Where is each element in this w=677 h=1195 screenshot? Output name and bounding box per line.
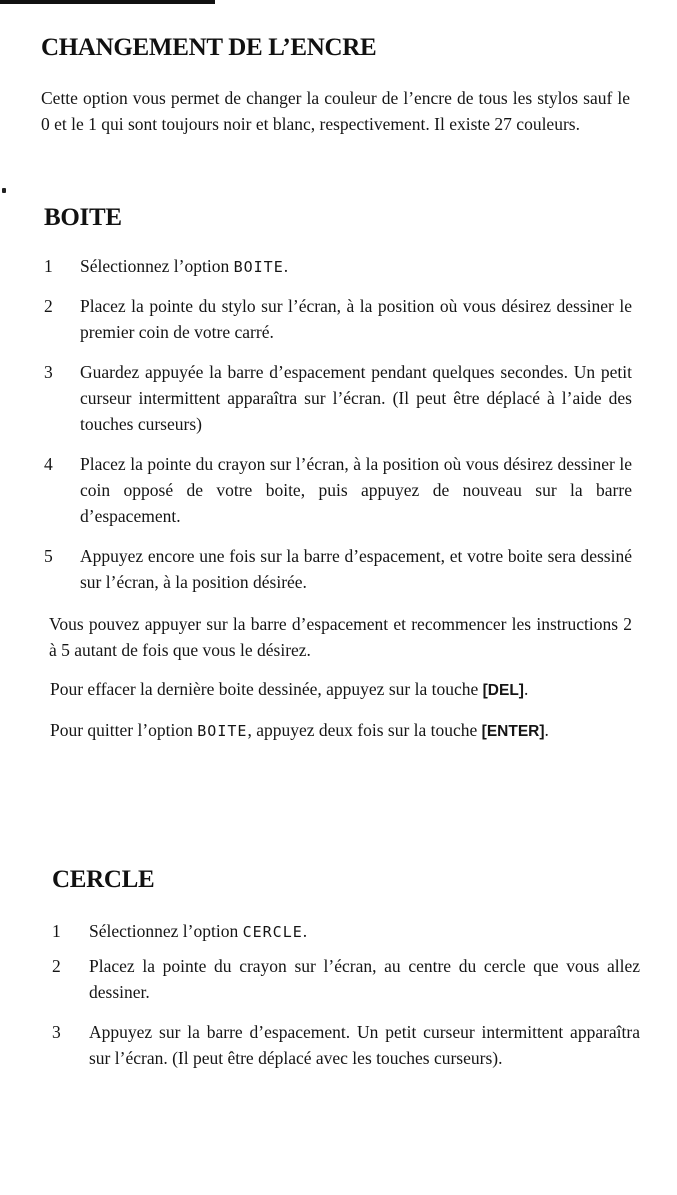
delete-text: Pour effacer la dernière boite dessinée, appuyez sur la touche xyxy=(50,679,483,699)
step-number: 3 xyxy=(52,1022,61,1042)
cercle-steps xyxy=(52,918,640,1071)
section-cercle xyxy=(0,866,677,1071)
step-text-end: . xyxy=(283,256,289,276)
encre-paragraph: Cette option vous permet de changer la couleur de l’encre de tous les stylos sauf le 0 et le 1 qui sont toujours noir et blanc, respectivement. Il existe 27 couleurs. xyxy=(41,88,630,134)
step-number: 2 xyxy=(52,956,61,976)
step-text: Appuyez encore une fois sur la barre d’espacement, et votre boite sera dessiné sur l’écran, à la position désirée. xyxy=(80,546,632,592)
step-number: 3 xyxy=(44,362,53,382)
step-text: Placez la pointe du crayon sur l’écran, à la position où vous désirez dessiner le coin opposé de votre boite, puis appuyez de nouveau sur la barre d’espacement. xyxy=(80,454,632,526)
boite-step-3 xyxy=(44,359,632,437)
heading-cercle: CERCLE xyxy=(52,866,155,893)
quit-paragraph xyxy=(50,717,632,745)
step-number: 1 xyxy=(44,256,53,276)
key-enter: [ENTER] xyxy=(481,723,545,740)
step-number: 1 xyxy=(52,921,61,941)
step-text: Sélectionnez l’option xyxy=(89,921,243,941)
cercle-step-1 xyxy=(52,918,640,945)
cercle-step-2 xyxy=(52,953,640,1005)
boite-step-5 xyxy=(44,543,632,595)
boite-step-2 xyxy=(44,293,632,345)
boite-step-4 xyxy=(44,451,632,529)
heading-encre: CHANGEMENT DE L’ENCRE xyxy=(41,34,377,61)
step-text: Sélectionnez l’option xyxy=(80,256,234,276)
boite-step-1 xyxy=(44,253,632,280)
option-code: BOITE xyxy=(197,722,248,740)
delete-text-end: . xyxy=(523,679,529,699)
margin-mark xyxy=(2,188,6,193)
section-encre xyxy=(0,34,677,137)
quit-text: Pour quitter l’option xyxy=(50,720,198,740)
option-code: BOITE xyxy=(233,258,284,276)
step-text: Guardez appuyée la barre d’espacement pendant quelques secondes. Un petit curseur intermittent apparaîtra sur l’écran. (Il peut être déplacé à l’aide des touches curseurs) xyxy=(80,362,632,434)
option-code: CERCLE xyxy=(242,923,303,941)
step-text: Placez la pointe du crayon sur l’écran, au centre du cercle que vous allez dessiner. xyxy=(89,956,640,1002)
step-number: 2 xyxy=(44,296,53,316)
top-rule xyxy=(0,0,215,4)
heading-boite: BOITE xyxy=(44,204,122,231)
step-number: 4 xyxy=(44,454,53,474)
repeat-paragraph: Vous pouvez appuyer sur la barre d’espacement et recommencer les instructions 2 à 5 autant de fois que vous le désirez. xyxy=(49,614,632,660)
key-del: [DEL] xyxy=(482,682,524,699)
step-text: Appuyez sur la barre d’espacement. Un petit curseur intermittent apparaîtra sur l’écran. (Il peut être déplacé avec les touches curseurs). xyxy=(89,1022,640,1068)
quit-text-mid: , appuyez deux fois sur la touche xyxy=(247,720,482,740)
step-text: Placez la pointe du stylo sur l’écran, à la position où vous désirez dessiner le premier coin de votre carré. xyxy=(80,296,632,342)
step-text-end: . xyxy=(302,921,308,941)
step-number: 5 xyxy=(44,546,53,566)
quit-text-end: . xyxy=(544,720,549,740)
boite-steps xyxy=(44,253,632,595)
delete-paragraph xyxy=(50,676,632,704)
section-boite xyxy=(0,204,677,745)
cercle-step-3 xyxy=(52,1019,640,1071)
